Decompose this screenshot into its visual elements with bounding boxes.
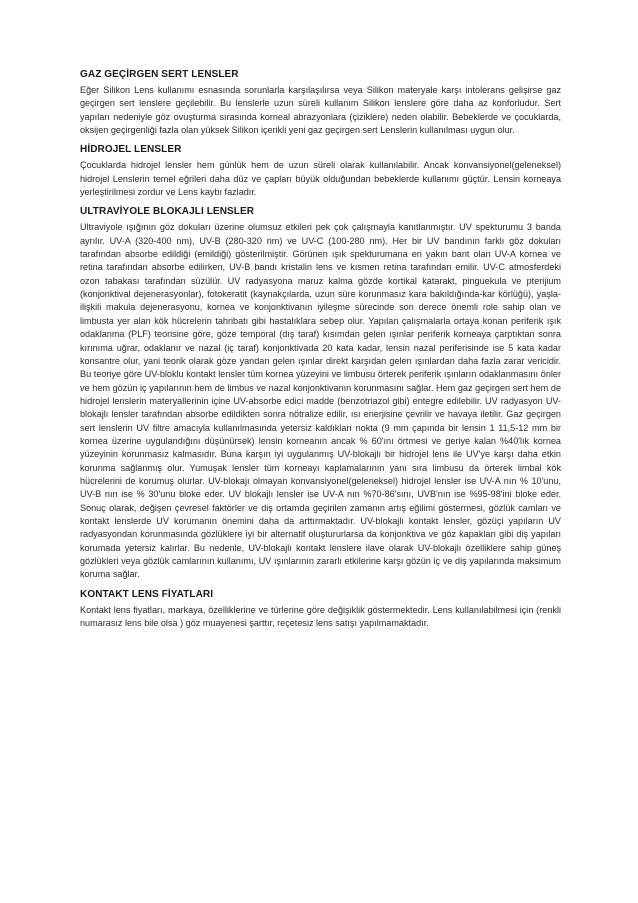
section-ultraviyole bbox=[80, 205, 561, 581]
section-heading: KONTAKT LENS FİYATLARI bbox=[80, 588, 214, 600]
section-paragraph: Çocuklarda hidrojel lensler hem günlük hem de uzun süreli olarak kullanılabilir. Ancak konvansiyonel(geleneksel) hidrojel Lenslerin temel eğrileri daha düz ve çapları büyük olduğundan bebeklerde kullanımı güçtür. Lensin korneaya yerleştirilmesi zordur ve Lens kaybı fazladır. bbox=[80, 160, 561, 198]
section-heading: ULTRAVİYOLE BLOKAJLI LENSLER bbox=[80, 206, 255, 218]
section-paragraph: Ultraviyole ışığının göz dokuları üzerine olumsuz etkileri pek çok çalışmayla kanıtlanmıştır. UV spekturumu 3 banda ayrılır. UV-A (320-400 nm), UV-B (280-320 nm) ve UV-C (100-280 nm). Her bir UV bandının farklı göz dokuları tarafından absorbe edildiği (emildiği) gösterilmiştir. Görünen ışık spekturumana en yakın bant olan UV-A kornea ve retina tarafından absorbe edilirken, UV-B bandı kristalin lens ve kısmen retina tarafından emilir. UV-C atmosferdeki ozon tabakası tarafından süzülür. UV radyasyona maruz kalma gözde kortikal katarakt, pinguekula ve pterijium (konjonktival dejenerasyonlar), fotokeratit (kaynakçılarda, uzun süre korunmasız kara bakıldığında-kar körlüğü), yaşla-ilişkili makula dejenerasyonu, kornea ve konjonktivanın iyileşme sürecinde son derece önemli role sahip olan ve limbusta yer alan kök hücrelerin tahribatı gibi hastalıklara sebep olur. Yapılan çalışmalarla ortaya konan periferik ışık odaklanma (PLF) teorisine göre, göze temporal (dış taraf) kısımdan gelen ışınlar periferik korneaya çarptıktan sonra kırınıma uğrar, odaklanır ve nazal (iç taraf) konjonktivada 20 kata kadar, lensin nazal periferisinde ise 5 kata kadar konsantre olur, yani teorik olarak göze yandan gelen ışınlar direkt karşıdan gelen ışınlardan daha fazla zarar vericidir. Bu teoriye göre UV-bloklu kontakt lensler tüm kornea yüzeyini ve limbusu örterek periferik ışınların odaklanmasını önler ve hem gözün iç yapılarının hem de limbus ve nazal konjonktivanın korunmasını sağlar. Hem gaz geçirgen sert hem de hidrojel lenslerin materyallerinin içine UV-absorbe edici madde (benzotriazol gibi) entegre edilebilir. UV radyasyon UV-blokajlı lensler tarafından absorbe edildikten sonra nötralize edilir, ısı enerjisine çevrilir ve havaya iletilir. Gaz geçirgen sert lenslerin UV filtre amacıyla kullanılmasında yetersiz kaldıkları nokta (9 mm çapında bir lensin 1 11,5-12 mm bir kornea üzerine uygulandığını düşünürsek) lensin korneanın ancak % 60'ını örtmesi ve geriye kalan %40'lık kornea yüzeyinin korunmasız kalmasıdır. Buna karşın iyi uygulanmış UV-blokajlı bir hidrojel lens ile UV'ye karşı daha etkin korunma sağlanmış olur. Yumuşak lensler tüm korneayı kaplamalarının yanı sıra limbusu da örterek limbal kök hücrelerini de korumuş olurlar. UV-blokajı olmayan konvansiyonel(geleneksel) hidrojel lensler ise UV-A nın % 10'unu, UV-B nın ise % 30'unu bloke eder. UV blokajlı lensler ise UV-A nın %70-86'sını, UVB'nın ise %95-98'ini bloke eder. Sonuç olarak, değişen çevresel faktörler ve diş ortamda geçirilen zamanın artış eğilimi göstermesi, gözlük camları ve kontakt lenslerde UV korumanın önemini daha da arttırmaktadır. UV-blokajlı kontakt lensler, gözüçi yapıların UV radyasyondan korunmasında gözlüklere iyi bir alternatif oluştururlarsa da konjonktiva ve göz kapakları gibi diş yapıları korumada yetersiz kalırlar. Bu nedenle, UV-blokajlı kontakt lenslere ilave olarak UV-blokajlı özelliklere sahip güneş gözlükleri veya gözlük camlarının kullanımı, UV ışınlarının zararlı etkilerine karşı gözün iç ve diş yapılarında maksimum koruma sağlar. bbox=[80, 222, 561, 580]
section-fiyatlar bbox=[80, 588, 561, 631]
section-heading: GAZ GEÇİRGEN SERT LENSLER bbox=[80, 69, 239, 80]
document-page bbox=[80, 68, 561, 636]
section-paragraph: Eğer Silikon Lens kullanımı esnasında sorunlarla karşılaşılırsa veya Silikon materyale karşı intolerans gelişirse gaz geçirgen sert lenslere geçilebilir. Bu lenslerle uzun süreli kullanım Silikon lenslere göre daha az konforludur. Sert yapıları nedeniyle göz ovuşturma sırasında korneal abrazyonlara (çiziklere) neden olabilir. Bebeklerde ve çocuklarda, oksijen geçirgenliği fazla olan yüksek Silikon içerikli yeni gaz geçirgen sert Lenslerin kullanılması uygun olur. bbox=[80, 85, 561, 136]
section-gaz-gecirgen bbox=[80, 68, 561, 137]
section-paragraph: Kontakt lens fiyatları, markaya, özelliklerine ve türlerine göre değişiklik göstermektedir. Lens kullanılabilmesi için (renkli numarasız lens bile olsa ) göz muayenesi şarttır, reçetesiz lens satışı yapılmamaktadır. bbox=[80, 604, 561, 629]
section-heading: HİDROJEL LENSLER bbox=[80, 144, 182, 156]
section-hidrojel bbox=[80, 143, 561, 199]
